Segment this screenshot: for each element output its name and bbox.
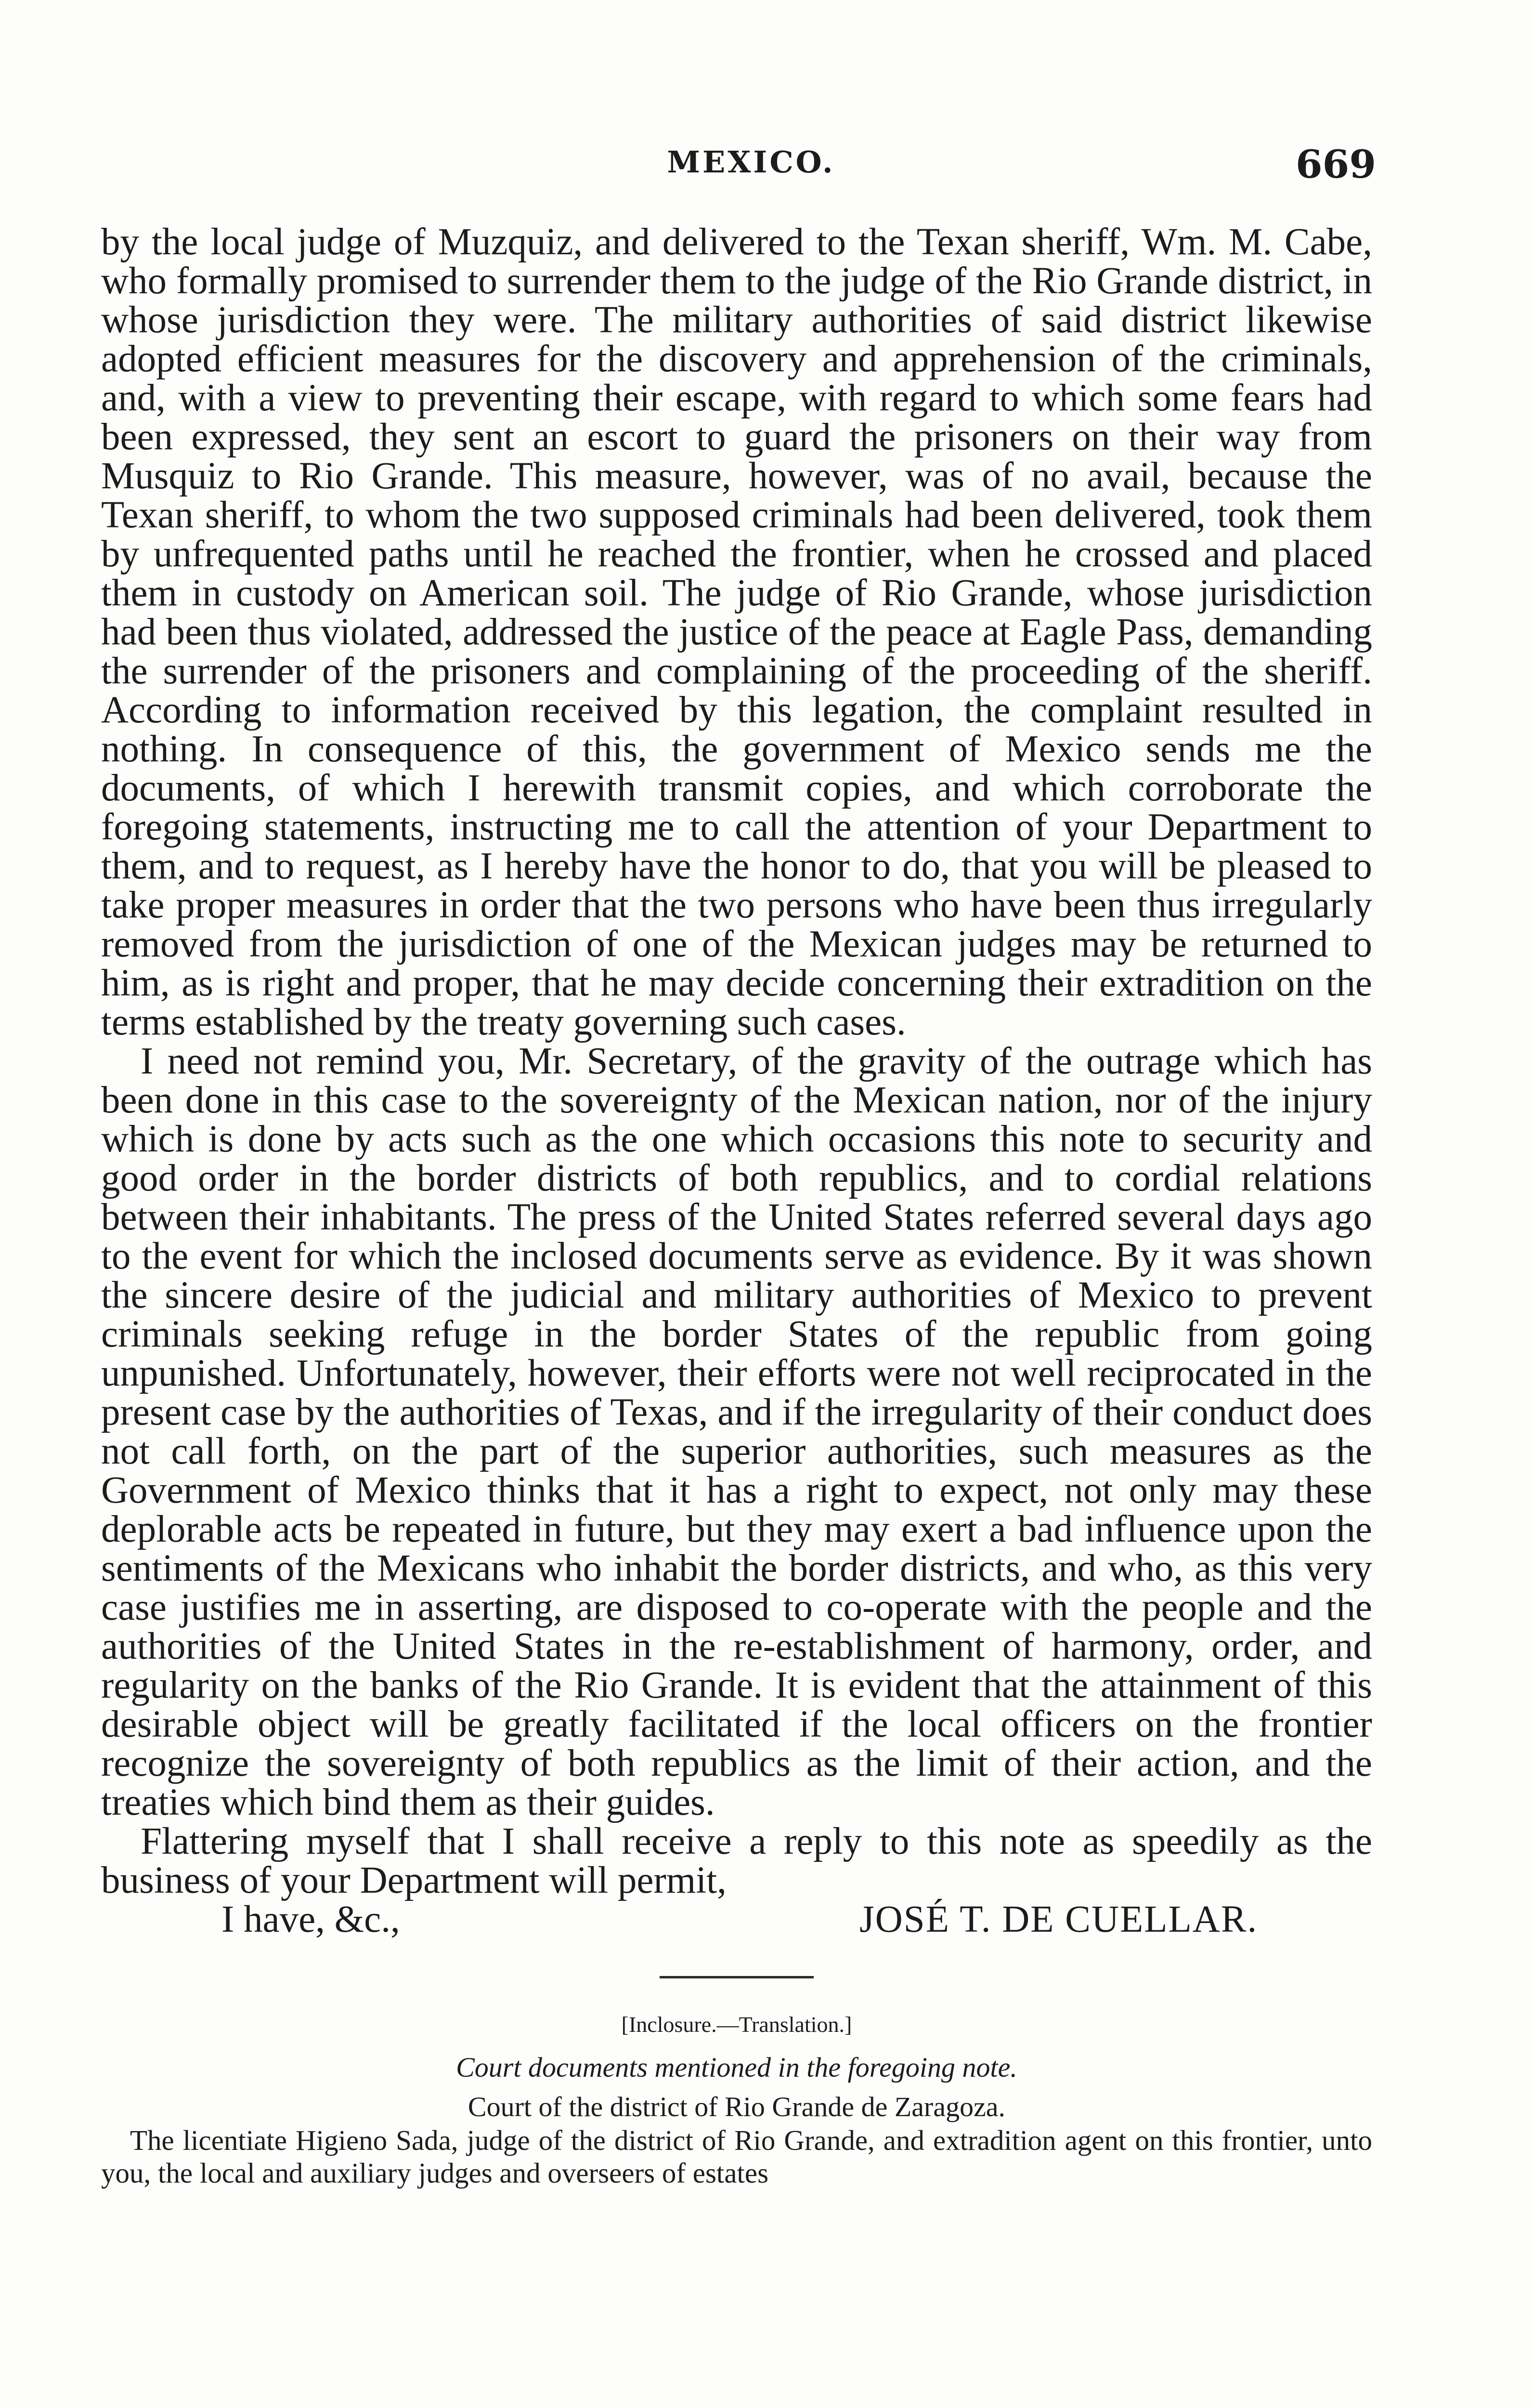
enclosure-title: Court documents mentioned in the foregoing note. (456, 2052, 1017, 2083)
letter-paragraph-2: I need not remind you, Mr. Secretary, of the gravity of the outrage which has been done in this case to the sovereignty of the Mexican nation, nor of the injury which is done by acts such as the one which occasions this note to security and good order in the border districts of both republics, and to cordial relations between their inhabitants. The press of the United States referred several days ago to the event for which the inclosed documents serve as evidence. By it was shown the sincere desire of the judicial and military authorities of Mexico to prevent criminals seeking refuge in the border States of the republic from going unpunished. Unfortunately, however, their efforts were not well reciprocated in the present case by the authorities of Texas, and if the irregularity of their conduct does not call forth, on the part of the superior authorities, such measures as the Government of Mexico thinks that it has a right to expect, not only may these deplorable acts be repeated in future, but they may exert a bad influence upon the sentiments of the Mexicans who inhabit the border districts, and who, as this very case justifies me in asserting, are disposed to co-operate with the people and the authorities of the United States in the re-establishment of harmony, order, and regularity on the banks of the Rio Grande. It is evident that the attainment of this desirable object will be greatly facilitated if the local officers on the frontier recognize the sovereignty of both republics as the limit of their action, and the treaties which bind them as their guides. (101, 1040, 1372, 1823)
letter-paragraph-3: Flattering myself that I shall receive a reply to this note as speedily as the business of your Department will permit, (101, 1820, 1372, 1901)
section-divider (660, 1976, 814, 1978)
page-number: 669 (1296, 142, 1376, 187)
document-body (101, 222, 1372, 2189)
court-name: Court of the district of Rio Grande de Zaragoza. (468, 2091, 1006, 2122)
closing-salutation: I have, &c., (221, 1898, 400, 1940)
enclosure-label: [Inclosure.—Translation.] (621, 2012, 852, 2037)
letter-paragraph-1: by the local judge of Muzquiz, and delivered to the Texan sheriff, Wm. M. Cabe, who formally promised to surrender them to the judge of the Rio Grande district, in whose jurisdiction they were. The military authorities of said district likewise adopted efficient measures for the discovery and apprehension of the criminals, and, with a view to preventing their escape, with regard to which some fears had been expressed, they sent an escort to guard the prisoners on their way from Musquiz to Rio Grande. This measure, however, was of no avail, because the Texan sheriff, to whom the two supposed criminals had been delivered, took them by unfrequented paths until he reached the frontier, when he crossed and placed them in custody on American soil. The judge of Rio Grande, whose jurisdiction had been thus violated, addressed the justice of the peace at Eagle Pass, demanding the surrender of the prisoners and complaining of the proceeding of the sheriff. According to information received by this legation, the complaint resulted in nothing. In consequence of this, the government of Mexico sends me the documents, of which I herewith transmit copies, and which corroborate the foregoing statements, instructing me to call the attention of your Department to them, and to request, as I hereby have the honor to do, that you will be pleased to take proper measures in order that the two persons who have been thus irregularly removed from the jurisdiction of one of the Mexican judges may be returned to him, as is right and proper, that he may decide concerning their extradition on the terms established by the treaty governing such cases. (101, 221, 1372, 1043)
signature: JOSÉ T. DE CUELLAR. (859, 1898, 1258, 1940)
enclosure-opening-paragraph: The licentiate Higieno Sada, judge of the district of Rio Grande, and extradition agent on this frontier, unto you, the local and auxiliary judges and overseers of estates (101, 2124, 1372, 2189)
letter-closing (101, 1900, 1372, 1939)
running-head: MEXICO. (667, 144, 835, 180)
page-header (101, 144, 1401, 193)
